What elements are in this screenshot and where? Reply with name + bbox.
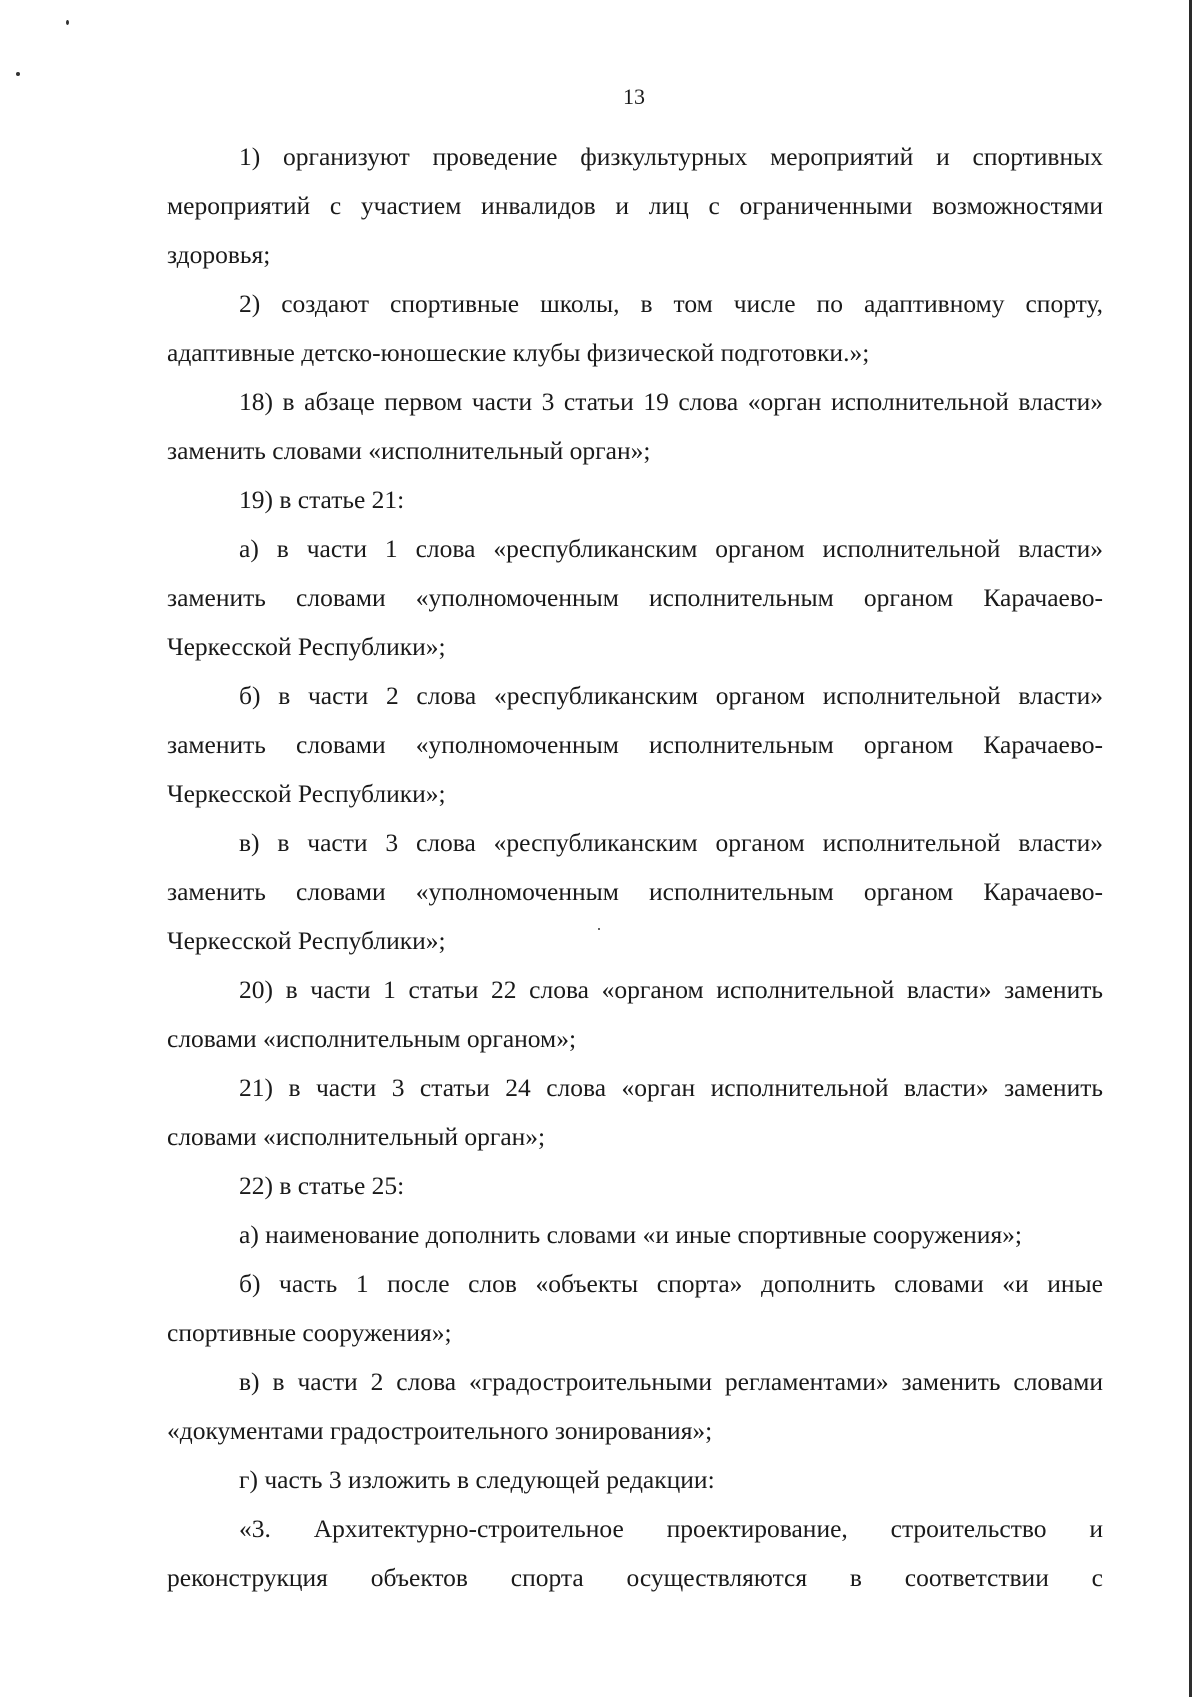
scan-edge-shadow [1189,0,1192,1697]
paragraph: 21) в части 3 статьи 24 слова «орган исполнительной власти» заменить словами «исполнительный орган»; [167,1073,1103,1151]
document-body [167,132,1103,1602]
paragraph: в) в части 3 слова «республиканским органом исполнительной власти» заменить словами «уполномоченным исполнительным органом Карачаево-Черкесской Республики»; [167,828,1103,955]
paragraph: 2) создают спортивные школы, в том числе по адаптивному спорту, адаптивные детско-юношеские клубы физической подготовки.»; [167,289,1103,367]
page-number: 13 [623,84,645,109]
paragraph: 22) в статье 25: [239,1171,405,1200]
paragraph: 18) в абзаце первом части 3 статьи 19 слова «орган исполнительной власти» заменить словами «исполнительный орган»; [167,387,1103,465]
paragraph: 19) в статье 21: [239,485,405,514]
paragraph: «3. Архитектурно-строительное проектирование, строительство и реконструкция объектов спорта осуществляются в соответствии с [167,1514,1103,1592]
paragraph: 1) организуют проведение физкультурных мероприятий и спортивных мероприятий с участием инвалидов и лиц с ограниченными возможностями здоровья; [167,142,1103,269]
scan-speck [66,20,69,25]
paragraph: 20) в части 1 статьи 22 слова «органом исполнительной власти» заменить словами «исполнительным органом»; [167,975,1103,1053]
paragraph: а) наименование дополнить словами «и иные спортивные сооружения»; [239,1220,1023,1249]
paragraph: б) часть 1 после слов «объекты спорта» дополнить словами «и иные спортивные сооружения»; [167,1269,1103,1347]
paragraph: б) в части 2 слова «республиканским органом исполнительной власти» заменить словами «уполномоченным исполнительным органом Карачаево-Черкесской Республики»; [167,681,1103,808]
scan-speck [16,72,20,76]
paragraph: а) в части 1 слова «республиканским органом исполнительной власти» заменить словами «уполномоченным исполнительным органом Карачаево-Черкесской Республики»; [167,534,1103,661]
paragraph: в) в части 2 слова «градостроительными регламентами» заменить словами «документами градостроительного зонирования»; [167,1367,1103,1445]
paragraph: г) часть 3 изложить в следующей редакции: [239,1465,715,1494]
